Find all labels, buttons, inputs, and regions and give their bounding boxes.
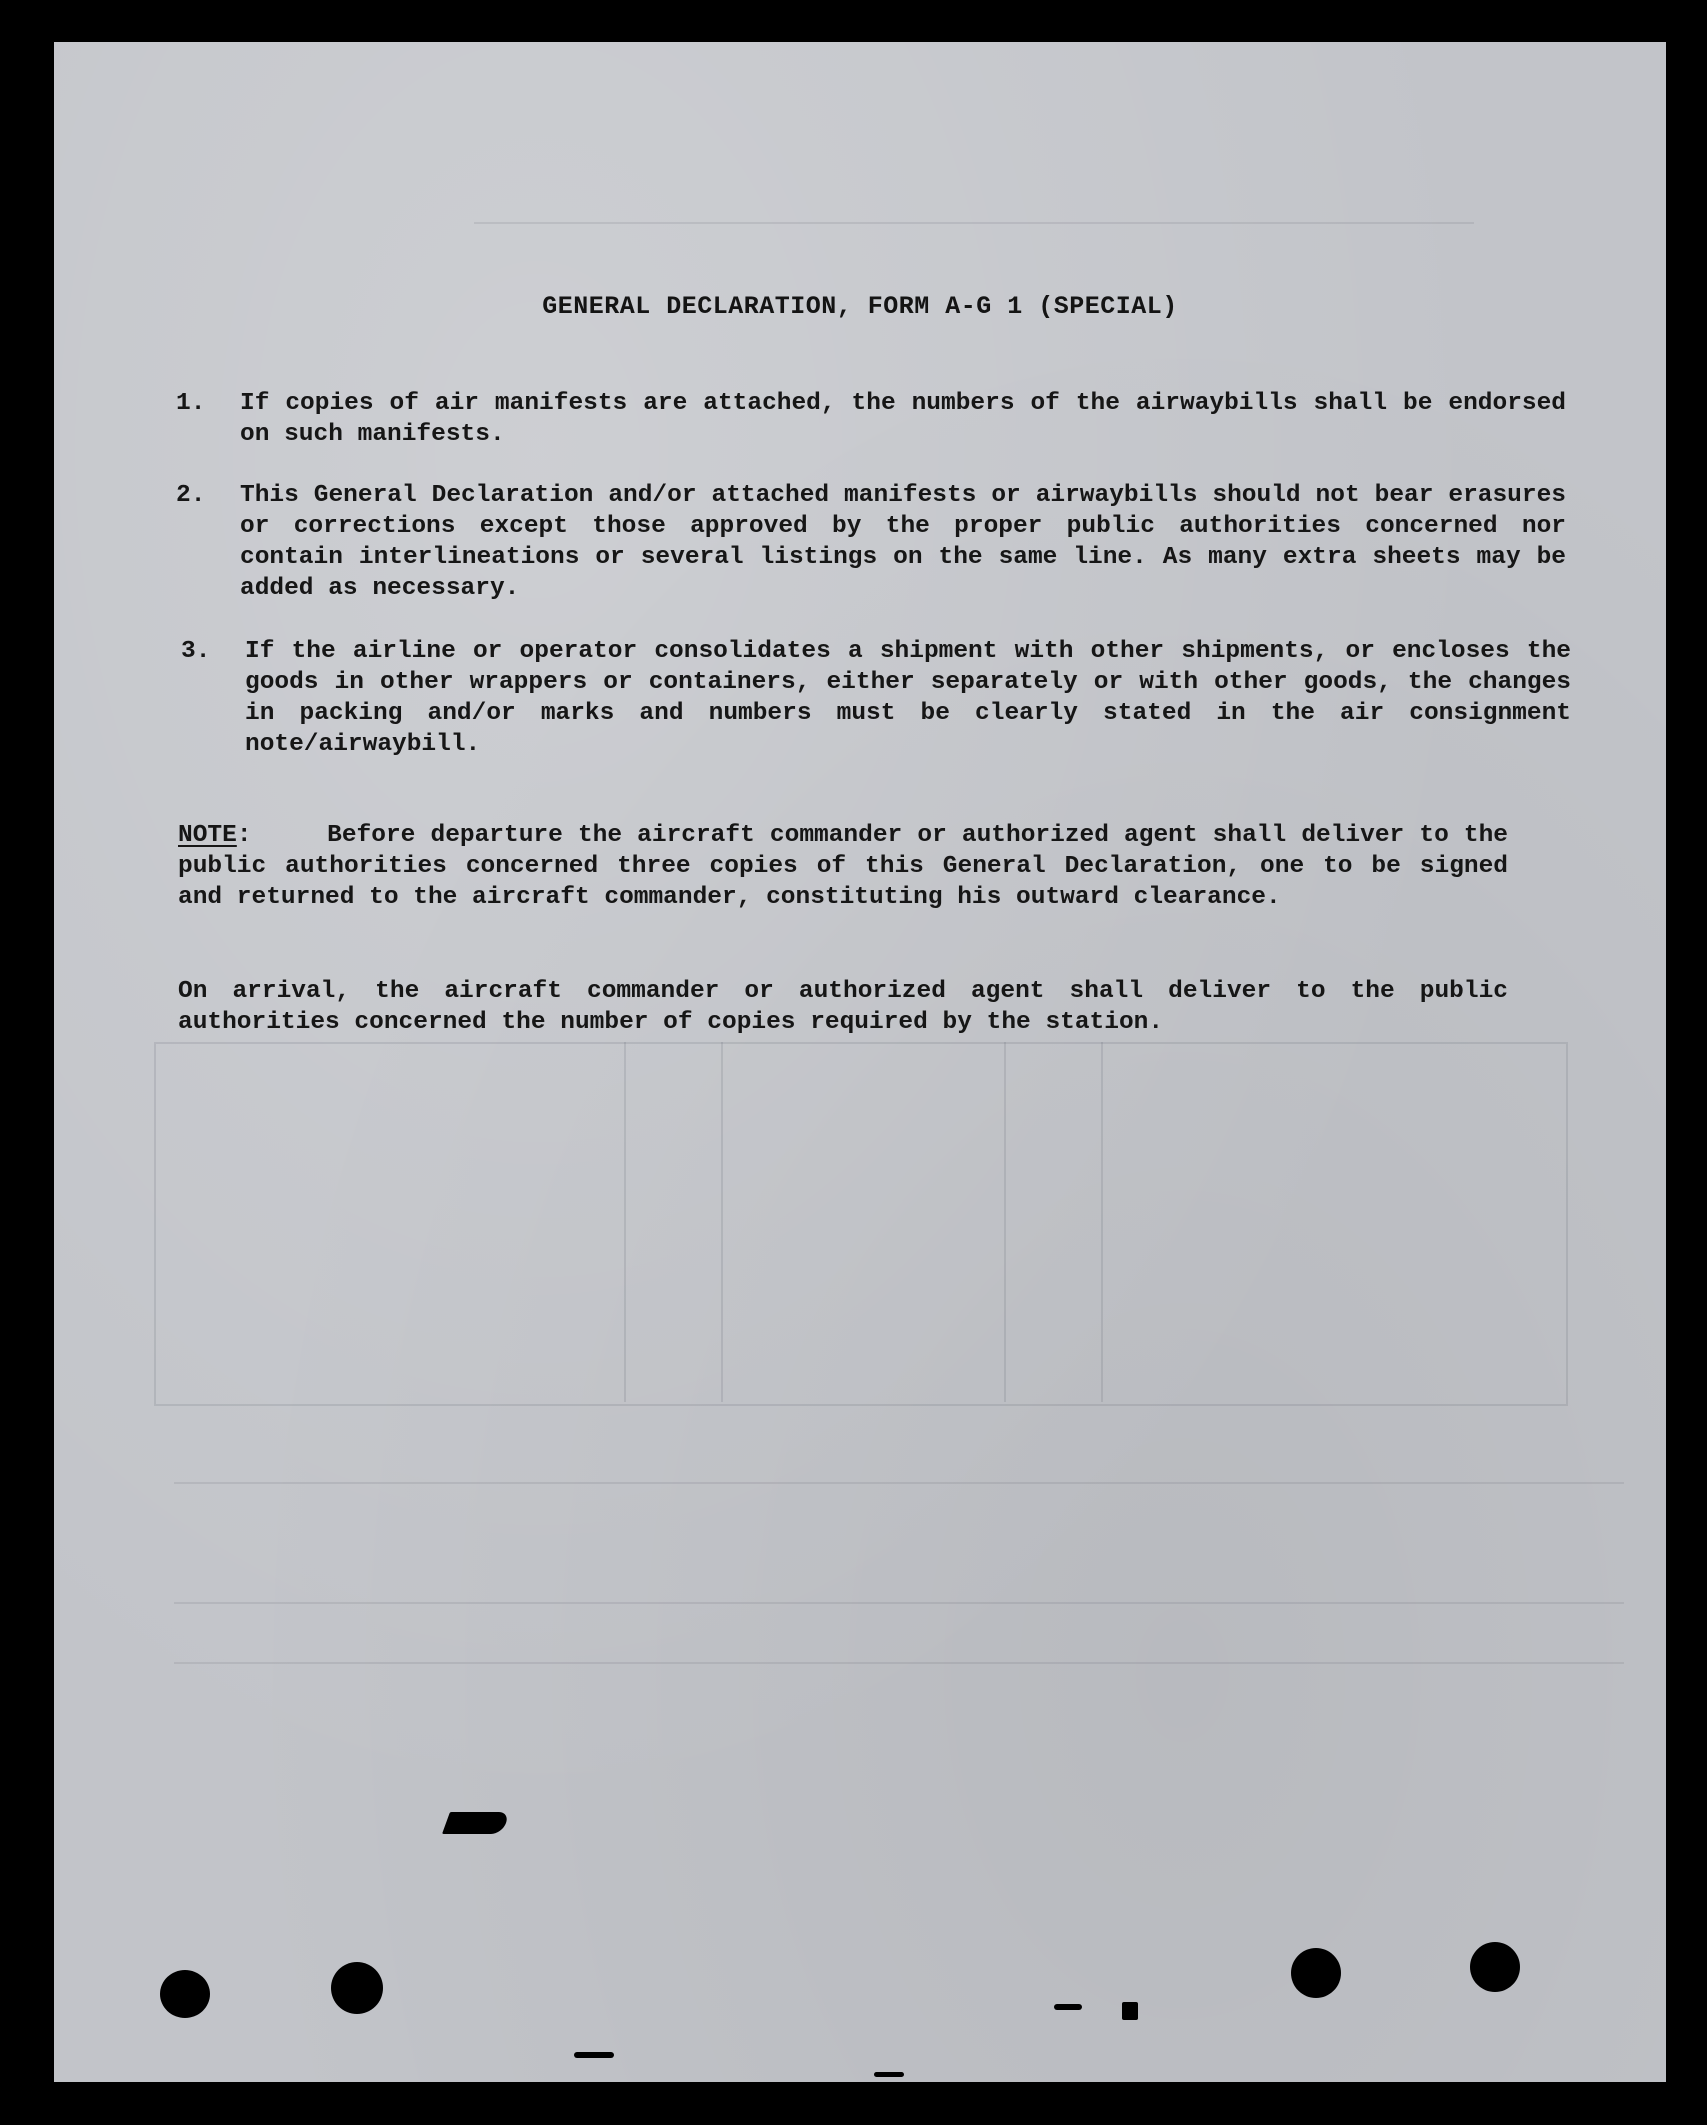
punch-hole (1470, 1942, 1520, 1992)
bleed-through-box (154, 1042, 1568, 1406)
bleed-through-rule (174, 1602, 1624, 1604)
punch-hole (1291, 1948, 1341, 1998)
bleed-through-rule (174, 1662, 1624, 1664)
item-number: 2. (176, 482, 206, 509)
punch-hole (160, 1970, 210, 2018)
item-number: 1. (176, 390, 206, 417)
document-page (54, 42, 1666, 2082)
item-text: If copies of air manifests are attached, the numbers of the airwaybills shall be endorsed on such manifests. (240, 390, 1566, 448)
note-label: NOTE (178, 822, 237, 849)
bleed-through-column (624, 1042, 723, 1402)
arrival-paragraph: On arrival, the aircraft commander or authorized agent shall deliver to the public authorities concerned the number of copies required by the station. (178, 978, 1508, 1036)
bleed-through-rule (474, 222, 1474, 224)
item-text: This General Declaration and/or attached manifests or airwaybills should not bear erasures or corrections except those approved by the proper public authorities concerned nor contain interlineations or several listings on the same line. As many extra sheets may be added as necessary. (240, 482, 1566, 602)
note-paragraph (178, 820, 1508, 913)
note-text: Before departure the aircraft commander or authorized agent shall deliver to the public authorities concerned three copies of this General Declaration, one to be signed and returned to the aircraft commander, constituting his outward clearance. (178, 822, 1508, 911)
page-title: GENERAL DECLARATION, FORM A-G 1 (SPECIAL) (542, 292, 1178, 321)
item-text: If the airline or operator consolidates a shipment with other shipments, or encloses the goods in other wrappers or containers, either separately or with other goods, the changes in packing and/or marks and numbers must be clearly stated in the air consignment note/airwaybill. (245, 638, 1571, 758)
note-colon: : (236, 822, 328, 849)
ink-speck (874, 2072, 904, 2077)
punch-hole (331, 1962, 383, 2014)
ink-speck (1054, 2004, 1082, 2010)
ink-speck (574, 2052, 614, 2058)
ink-speck (442, 1812, 510, 1834)
ink-speck (1122, 2002, 1138, 2020)
bleed-through-column (1004, 1042, 1103, 1402)
bleed-through-rule (174, 1482, 1624, 1484)
item-number: 3. (181, 638, 211, 665)
